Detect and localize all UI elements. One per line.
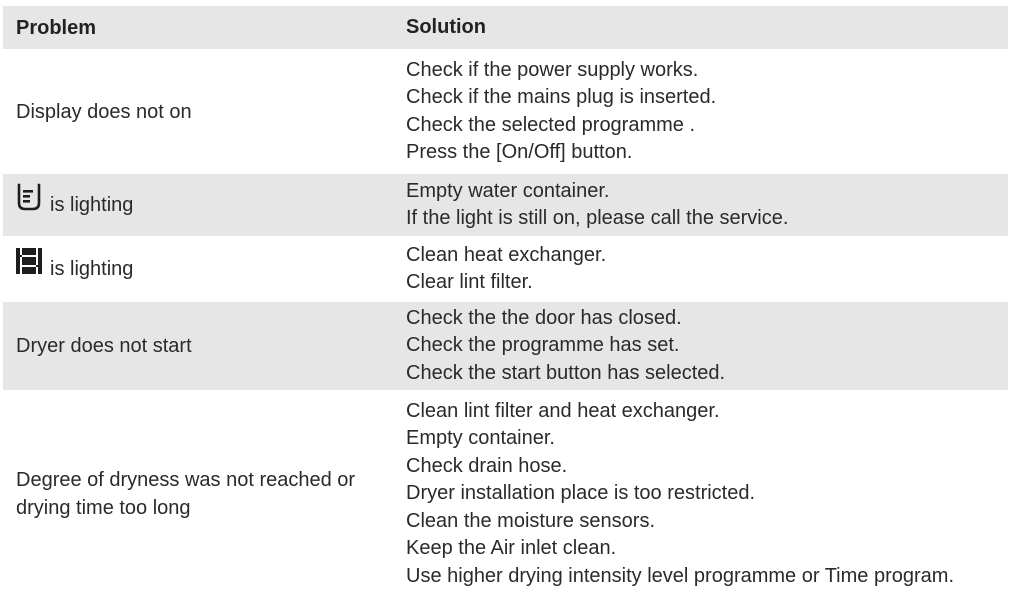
problem-text: is lighting — [50, 258, 134, 280]
problem-cell — [3, 238, 393, 300]
water-container-icon — [16, 183, 42, 219]
table-row — [3, 238, 1008, 300]
solution-line: Clean heat exchanger. — [406, 243, 607, 266]
header-solution: Solution — [406, 15, 486, 38]
solution-cell — [393, 174, 1008, 236]
problem-text: is lighting — [50, 194, 134, 216]
solution-cell — [393, 302, 1008, 390]
table-row — [3, 51, 1008, 172]
solution-line: Dryer installation place is too restricted. — [406, 482, 756, 505]
solution-line: Check the selected programme . — [406, 113, 696, 136]
solution-line: Check if the mains plug is inserted. — [406, 86, 717, 108]
solution-cell — [393, 238, 1008, 300]
solution-line: Empty container. — [406, 427, 555, 450]
solution-line: Clear lint filter. — [406, 271, 533, 293]
header-problem: Problem — [16, 16, 97, 39]
problem-text-line: drying time too long — [16, 497, 191, 519]
troubleshooting-table — [3, 6, 1008, 594]
problem-cell — [3, 174, 393, 236]
solution-line: If the light is still on, please call the service. — [406, 207, 789, 229]
solution-cell — [393, 394, 1008, 594]
solution-line: Empty water container. — [406, 179, 610, 202]
solution-line: Check the the door has closed. — [406, 306, 682, 329]
problem-cell — [3, 51, 393, 172]
solution-line: Clean the moisture sensors. — [406, 509, 656, 532]
solution-line: Use higher drying intensity level programme or Time program. — [406, 564, 954, 587]
problem-cell — [3, 302, 393, 390]
problem-cell — [3, 394, 393, 594]
problem-text: Dryer does not start — [16, 335, 192, 357]
solution-line: Check the start button has selected. — [406, 361, 726, 384]
solution-line: Check the programme has set. — [406, 334, 680, 357]
table-row — [3, 394, 1008, 594]
solution-line: Keep the Air inlet clean. — [406, 537, 617, 560]
solution-line: Clean lint filter and heat exchanger. — [406, 399, 720, 422]
solution-line: Check drain hose. — [406, 454, 568, 477]
solution-cell — [393, 51, 1008, 172]
table-header-row — [3, 6, 1008, 49]
problem-text-line: Degree of dryness was not reached or — [16, 469, 356, 491]
solution-line: Check if the power supply works. — [406, 58, 699, 81]
table-row — [3, 302, 1008, 390]
solution-line: Press the [On/Off] button. — [406, 141, 633, 163]
table-row — [3, 174, 1008, 236]
problem-text: Display does not on — [16, 100, 192, 123]
heat-exchanger-icon — [16, 246, 42, 284]
